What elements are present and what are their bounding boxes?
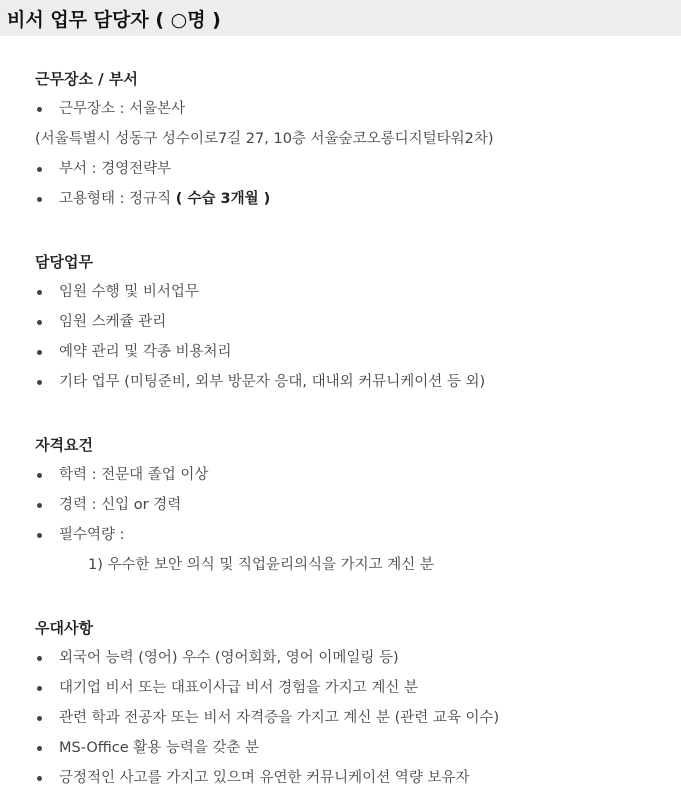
bullet-icon [35, 525, 59, 545]
list-item [35, 708, 681, 738]
bullet-icon [35, 678, 59, 698]
list-item-department [35, 159, 681, 189]
bullet-icon [35, 372, 59, 392]
employment-text [59, 189, 270, 209]
bullet-icon [35, 465, 59, 485]
list-item-employment [35, 189, 681, 219]
department-text: 부서 : 경영전략부 [59, 161, 172, 177]
list-item [35, 312, 681, 342]
list-item [35, 525, 681, 555]
section-title-preferred: 우대사항 [35, 619, 93, 637]
preferred-text: MS-Office 활용 능력을 갖춘 분 [59, 740, 260, 756]
list-item [35, 648, 681, 678]
page-title: 비서 업무 담당자 ( ○명 ) [0, 0, 681, 36]
sub-list-item [35, 555, 681, 585]
bullet-icon [35, 738, 59, 758]
duty-text: 예약 관리 및 각종 비용처리 [59, 344, 232, 360]
qualification-text: 필수역량 : [59, 527, 125, 543]
list-item [35, 678, 681, 708]
section-duties [35, 251, 681, 402]
address-text: (서울특별시 성동구 성수이로7길 27, 10층 서울숲코오롱디지털타워2차) [35, 131, 494, 147]
address-line [35, 129, 681, 159]
bullet-icon [35, 99, 59, 119]
bullet-icon [35, 342, 59, 362]
bullet-icon [35, 189, 59, 209]
list-item-workplace [35, 99, 681, 129]
section-title-duties: 담당업무 [35, 253, 93, 271]
section-location [35, 68, 681, 219]
list-item [35, 282, 681, 312]
bullet-icon [35, 768, 59, 788]
preferred-text: 긍정적인 사고를 가지고 있으며 유연한 커뮤니케이션 역량 보유자 [59, 770, 470, 786]
job-posting-body [0, 68, 681, 798]
list-item [35, 372, 681, 402]
preferred-text: 관련 학과 전공자 또는 비서 자격증을 가지고 계신 분 (관련 교육 이수) [59, 710, 500, 726]
list-item [35, 738, 681, 768]
bullet-icon [35, 159, 59, 179]
qualification-text: 학력 : 전문대 졸업 이상 [59, 467, 209, 483]
employment-type: 고용형태 : 정규직 [59, 191, 176, 207]
preferred-text: 외국어 능력 (영어) 우수 (영어회화, 영어 이메일링 등) [59, 650, 399, 666]
qualification-text: 경력 : 신입 or 경력 [59, 497, 182, 513]
duty-text: 임원 스케쥴 관리 [59, 314, 167, 330]
bullet-icon [35, 282, 59, 302]
list-item [35, 495, 681, 525]
list-item [35, 342, 681, 372]
section-title-qualifications: 자격요건 [35, 436, 93, 454]
section-title-location: 근무장소 / 부서 [35, 70, 138, 88]
duty-text: 기타 업무 (미팅준비, 외부 방문자 응대, 대내외 커뮤니케이션 등 외) [59, 374, 486, 390]
list-item [35, 465, 681, 495]
section-preferred [35, 617, 681, 798]
probation-period: ( 수습 3개월 ) [175, 191, 271, 207]
bullet-icon [35, 648, 59, 668]
preferred-text: 대기업 비서 또는 대표이사급 비서 경험을 가지고 계신 분 [59, 680, 419, 696]
workplace-text: 근무장소 : 서울본사 [59, 101, 186, 117]
bullet-icon [35, 312, 59, 332]
bullet-icon [35, 495, 59, 515]
section-qualifications [35, 434, 681, 585]
list-item [35, 768, 681, 798]
bullet-icon [35, 708, 59, 728]
duty-text: 임원 수행 및 비서업무 [59, 284, 199, 300]
required-competency-text: 1) 우수한 보안 의식 및 직업윤리의식을 가지고 계신 분 [88, 557, 434, 573]
